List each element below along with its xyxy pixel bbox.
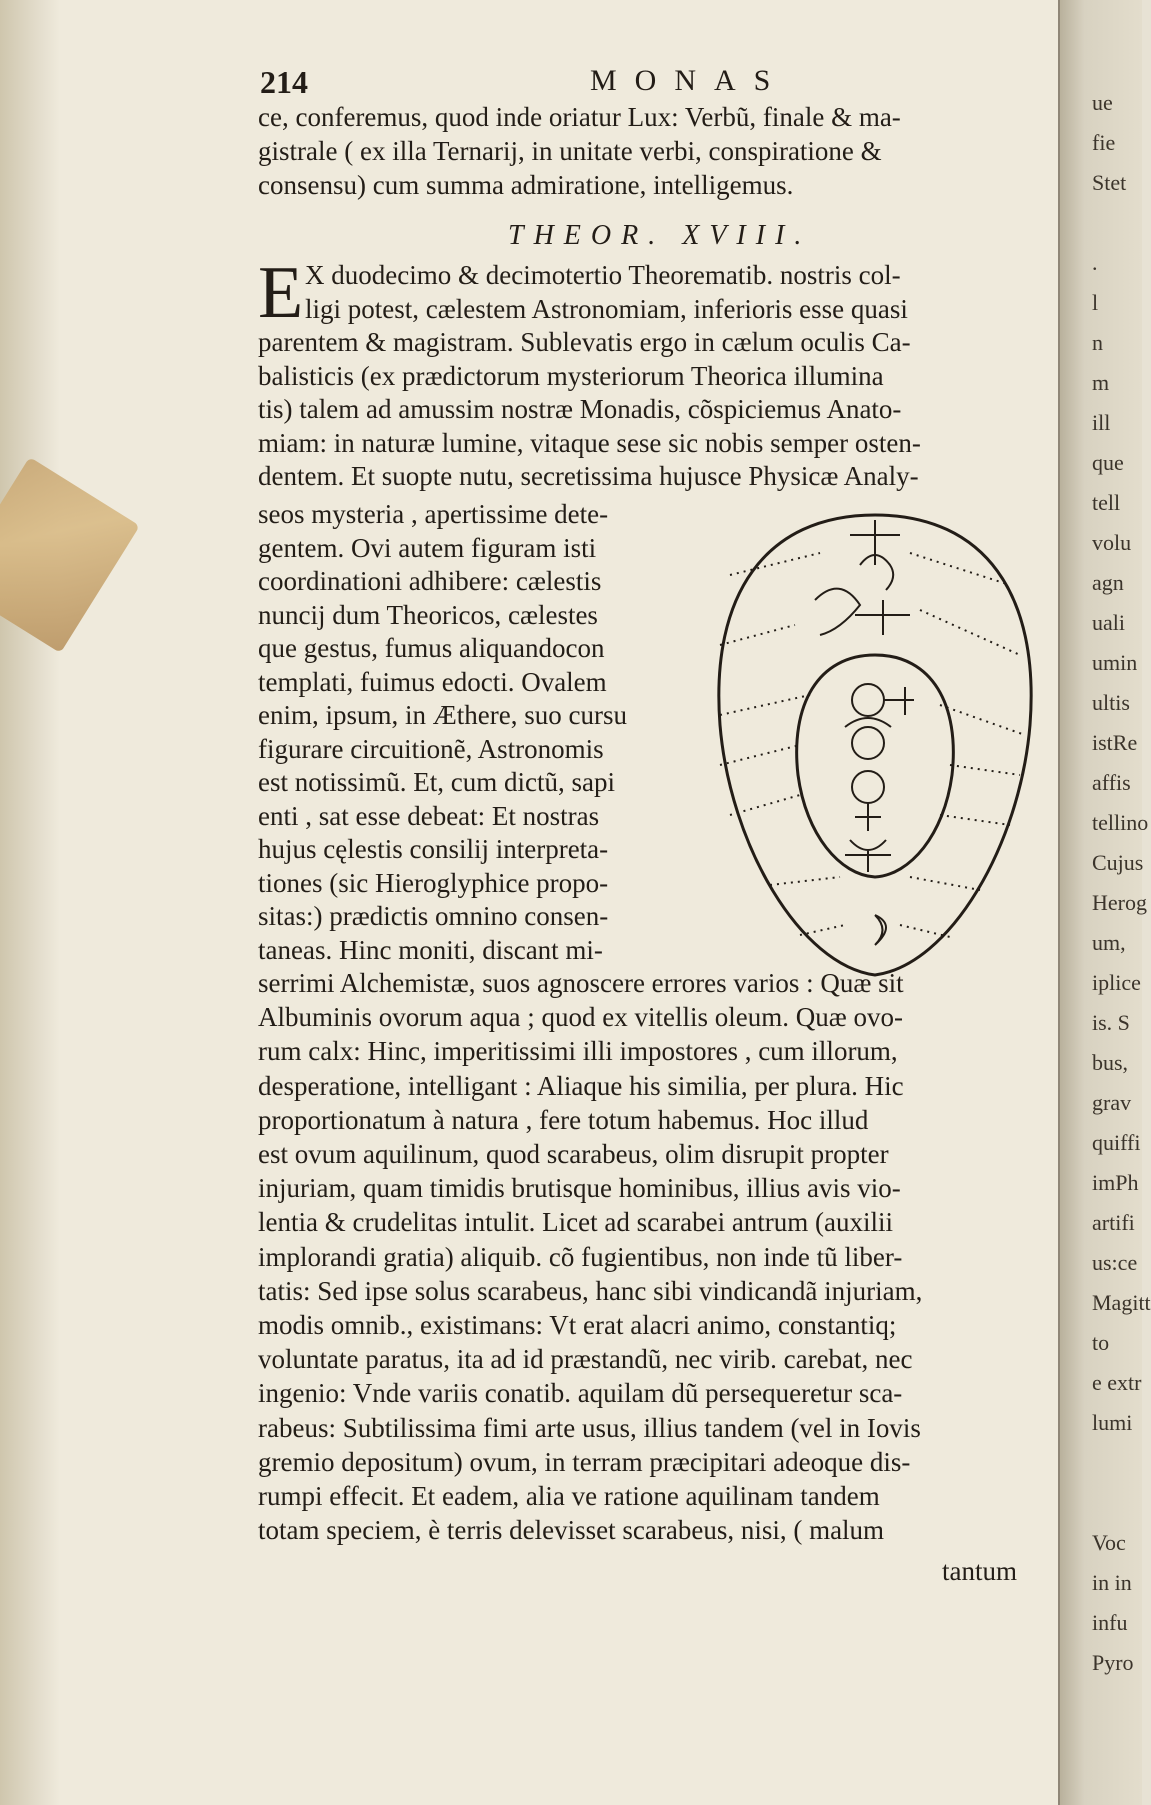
facing-page-fragment: Magitt bbox=[1092, 1290, 1151, 1315]
facing-page-fragment: Herog bbox=[1092, 890, 1147, 915]
page-header bbox=[260, 60, 1060, 100]
facing-page-fragment: bus, bbox=[1092, 1050, 1129, 1075]
text-line: implorandi gratia) aliquib. cõ fugientibus, non inde tũ liber- bbox=[258, 1241, 903, 1272]
text-line: balisticis (ex prædictorum mysteriorum Theorica illumina bbox=[258, 360, 884, 391]
text-line: parentem & magistram. Sublevatis ergo in cælum oculis Ca- bbox=[258, 327, 911, 357]
text-line: est ovum aquilinum, quod scarabeus, olim disrupit propter bbox=[258, 1139, 889, 1169]
facing-page-fragment: . bbox=[1092, 250, 1098, 275]
facing-page-fragment: tellino bbox=[1092, 810, 1149, 835]
text-line: que gestus, fumus aliquandocon bbox=[258, 633, 605, 663]
facing-page-fragment: ill bbox=[1092, 410, 1111, 435]
text-line: proportionatum à natura , fere totum habemus. Hoc illud bbox=[258, 1104, 869, 1135]
facing-page-fragment: Voc bbox=[1092, 1530, 1126, 1555]
text-line: sitas:) prædictis omnino consen- bbox=[258, 901, 609, 931]
facing-page-fragment: is. S bbox=[1092, 1010, 1130, 1035]
text-line: consensu) cum summa admiratione, intelligemus. bbox=[258, 170, 794, 200]
facing-page-fragment: umin bbox=[1092, 650, 1138, 675]
text-line: figurare circuitionẽ, Astronomis bbox=[258, 733, 604, 764]
facing-page-fragment bbox=[1092, 1490, 1140, 1530]
text-line: serrimi Alchemistæ, suos agnoscere errores varios : Quæ sit bbox=[258, 968, 904, 998]
facing-page-fragment: Cujus bbox=[1092, 850, 1144, 875]
facing-page-fragment: que bbox=[1092, 450, 1124, 475]
text-line: nuncij dum Theoricos, cælestes bbox=[258, 599, 598, 630]
facing-page-fragment: iplice bbox=[1092, 970, 1141, 995]
text-line: coordinationi adhibere: cælestis bbox=[258, 566, 602, 596]
facing-page-fragment: m bbox=[1092, 370, 1110, 395]
text-line: taneas. Hinc moniti, discant mi- bbox=[258, 934, 603, 965]
facing-page-fragment: Stet bbox=[1092, 170, 1127, 195]
text-line: voluntate paratus, ita ad id præstandũ, nec virib. carebat, nec bbox=[258, 1344, 913, 1375]
text-line: desperatione, intelligant : Aliaque his similia, per plura. Hic bbox=[258, 1070, 904, 1101]
facing-page-fragment: affis bbox=[1092, 770, 1131, 795]
bookmark-strip bbox=[0, 457, 140, 653]
page-number: 214 bbox=[260, 64, 308, 100]
catchword: tantum bbox=[942, 1556, 1017, 1586]
text-line: ligi potest, cælestem Astronomiam, inferioris esse quasi bbox=[305, 293, 908, 324]
text-line: lentia & crudelitas intulit. Licet ad scarabei antrum (auxilii bbox=[258, 1207, 894, 1238]
text-line: miam: in naturæ lumine, vitaque sese sic nobis semper osten- bbox=[258, 427, 921, 458]
section-title: THEOR. XVIII. bbox=[508, 220, 812, 251]
facing-page-fragment: imPh bbox=[1092, 1170, 1139, 1195]
text-line: templati, fuimus edocti. Ovalem bbox=[258, 666, 607, 697]
facing-page-fragment: ue bbox=[1092, 90, 1113, 115]
text-line: modis omnib., existimans: Vt erat alacri animo, constantiq; bbox=[258, 1310, 897, 1340]
facing-page-fragment: l bbox=[1092, 290, 1099, 315]
text-line: totam speciem, è terris delevisset scarabeus, nisi, ( malum bbox=[258, 1515, 885, 1546]
text-line: seos mysteria , apertissime dete- bbox=[258, 499, 609, 529]
facing-page-fragment bbox=[1092, 1450, 1140, 1490]
facing-page-fragment: agn bbox=[1092, 570, 1124, 595]
facing-page-fragment: volu bbox=[1092, 530, 1132, 555]
egg-diagram-figure bbox=[700, 505, 1050, 985]
text-line: enim, ipsum, in Æthere, suo cursu bbox=[258, 700, 627, 730]
facing-page-fragment: quiffi bbox=[1092, 1130, 1141, 1155]
running-head: MONAS bbox=[590, 64, 789, 97]
text-line: hujus cęlestis consilij interpreta- bbox=[258, 834, 609, 864]
text-line: rumpi effecit. Et eadem, alia ve ratione aquilinam tandem bbox=[258, 1481, 880, 1511]
facing-page-fragment: grav bbox=[1092, 1090, 1132, 1115]
facing-page-fragment: ultis bbox=[1092, 690, 1130, 715]
text-line: Albuminis ovorum aqua ; quod ex vitellis oleum. Quæ ovo- bbox=[258, 1002, 903, 1033]
binding-shadow bbox=[0, 0, 60, 1805]
drop-cap: E bbox=[258, 252, 304, 334]
text-line: ingenio: Vnde variis conatib. aquilam dũ persequeretur sca- bbox=[258, 1378, 903, 1409]
text-line: gentem. Ovi autem figuram isti bbox=[258, 532, 597, 563]
text-line: tiones (sic Hieroglyphice propo- bbox=[258, 867, 609, 898]
facing-page-fragment: e extr bbox=[1092, 1370, 1142, 1395]
facing-page-fragment: us:ce bbox=[1092, 1250, 1138, 1275]
facing-page-fragment: n bbox=[1092, 330, 1103, 355]
facing-page-fragment bbox=[1092, 210, 1140, 250]
facing-page-fragment: in in bbox=[1092, 1570, 1132, 1595]
text-line: tatis: Sed ipse solus scarabeus, hanc sibi vindicandã injuriam, bbox=[258, 1275, 923, 1306]
text-line: rabeus: Subtilissima fimi arte usus, illius tandem (vel in Iovis bbox=[258, 1412, 921, 1443]
facing-page-fragment: um, bbox=[1092, 930, 1126, 955]
facing-page-fragment: uali bbox=[1092, 610, 1125, 635]
text-line: ce, conferemus, quod inde oriatur Lux: Verbũ, finale & ma- bbox=[258, 102, 901, 132]
facing-page-fragment: Pyro bbox=[1092, 1650, 1134, 1675]
text-line: gistrale ( ex illa Ternarij, in unitate verbi, conspiratione & bbox=[258, 136, 882, 166]
facing-page-fragment: istRe bbox=[1092, 730, 1138, 755]
text-line: X duodecimo & decimotertio Theorematib. nostris col- bbox=[305, 260, 901, 290]
text-line: injuriam, quam timidis brutisque hominibus, illius avis vio- bbox=[258, 1173, 901, 1204]
facing-page-fragment: fie bbox=[1092, 130, 1116, 155]
facing-page-fragment: artifi bbox=[1092, 1210, 1135, 1235]
facing-page-fragments bbox=[1092, 90, 1151, 1675]
text-line: est notissimũ. Et, cum dictũ, sapi bbox=[258, 767, 615, 797]
text-line: dentem. Et suopte nutu, secretissima hujusce Physicæ Analy- bbox=[258, 461, 919, 491]
facing-page-fragment: infu bbox=[1092, 1610, 1128, 1635]
facing-page-fragment: lumi bbox=[1092, 1410, 1133, 1435]
text-line: gremio depositum) ovum, in terram præcipitari adeoque dis- bbox=[258, 1446, 911, 1477]
text-line: tis) talem ad amussim nostræ Monadis, cõspiciemus Anato- bbox=[258, 394, 902, 424]
text-line: enti , sat esse debeat: Et nostras bbox=[258, 800, 600, 831]
facing-page-fragment: tell bbox=[1092, 490, 1121, 515]
text-line: rum calx: Hinc, imperitissimi illi impostores , cum illorum, bbox=[258, 1036, 898, 1067]
facing-page-fragment: to bbox=[1092, 1330, 1110, 1355]
